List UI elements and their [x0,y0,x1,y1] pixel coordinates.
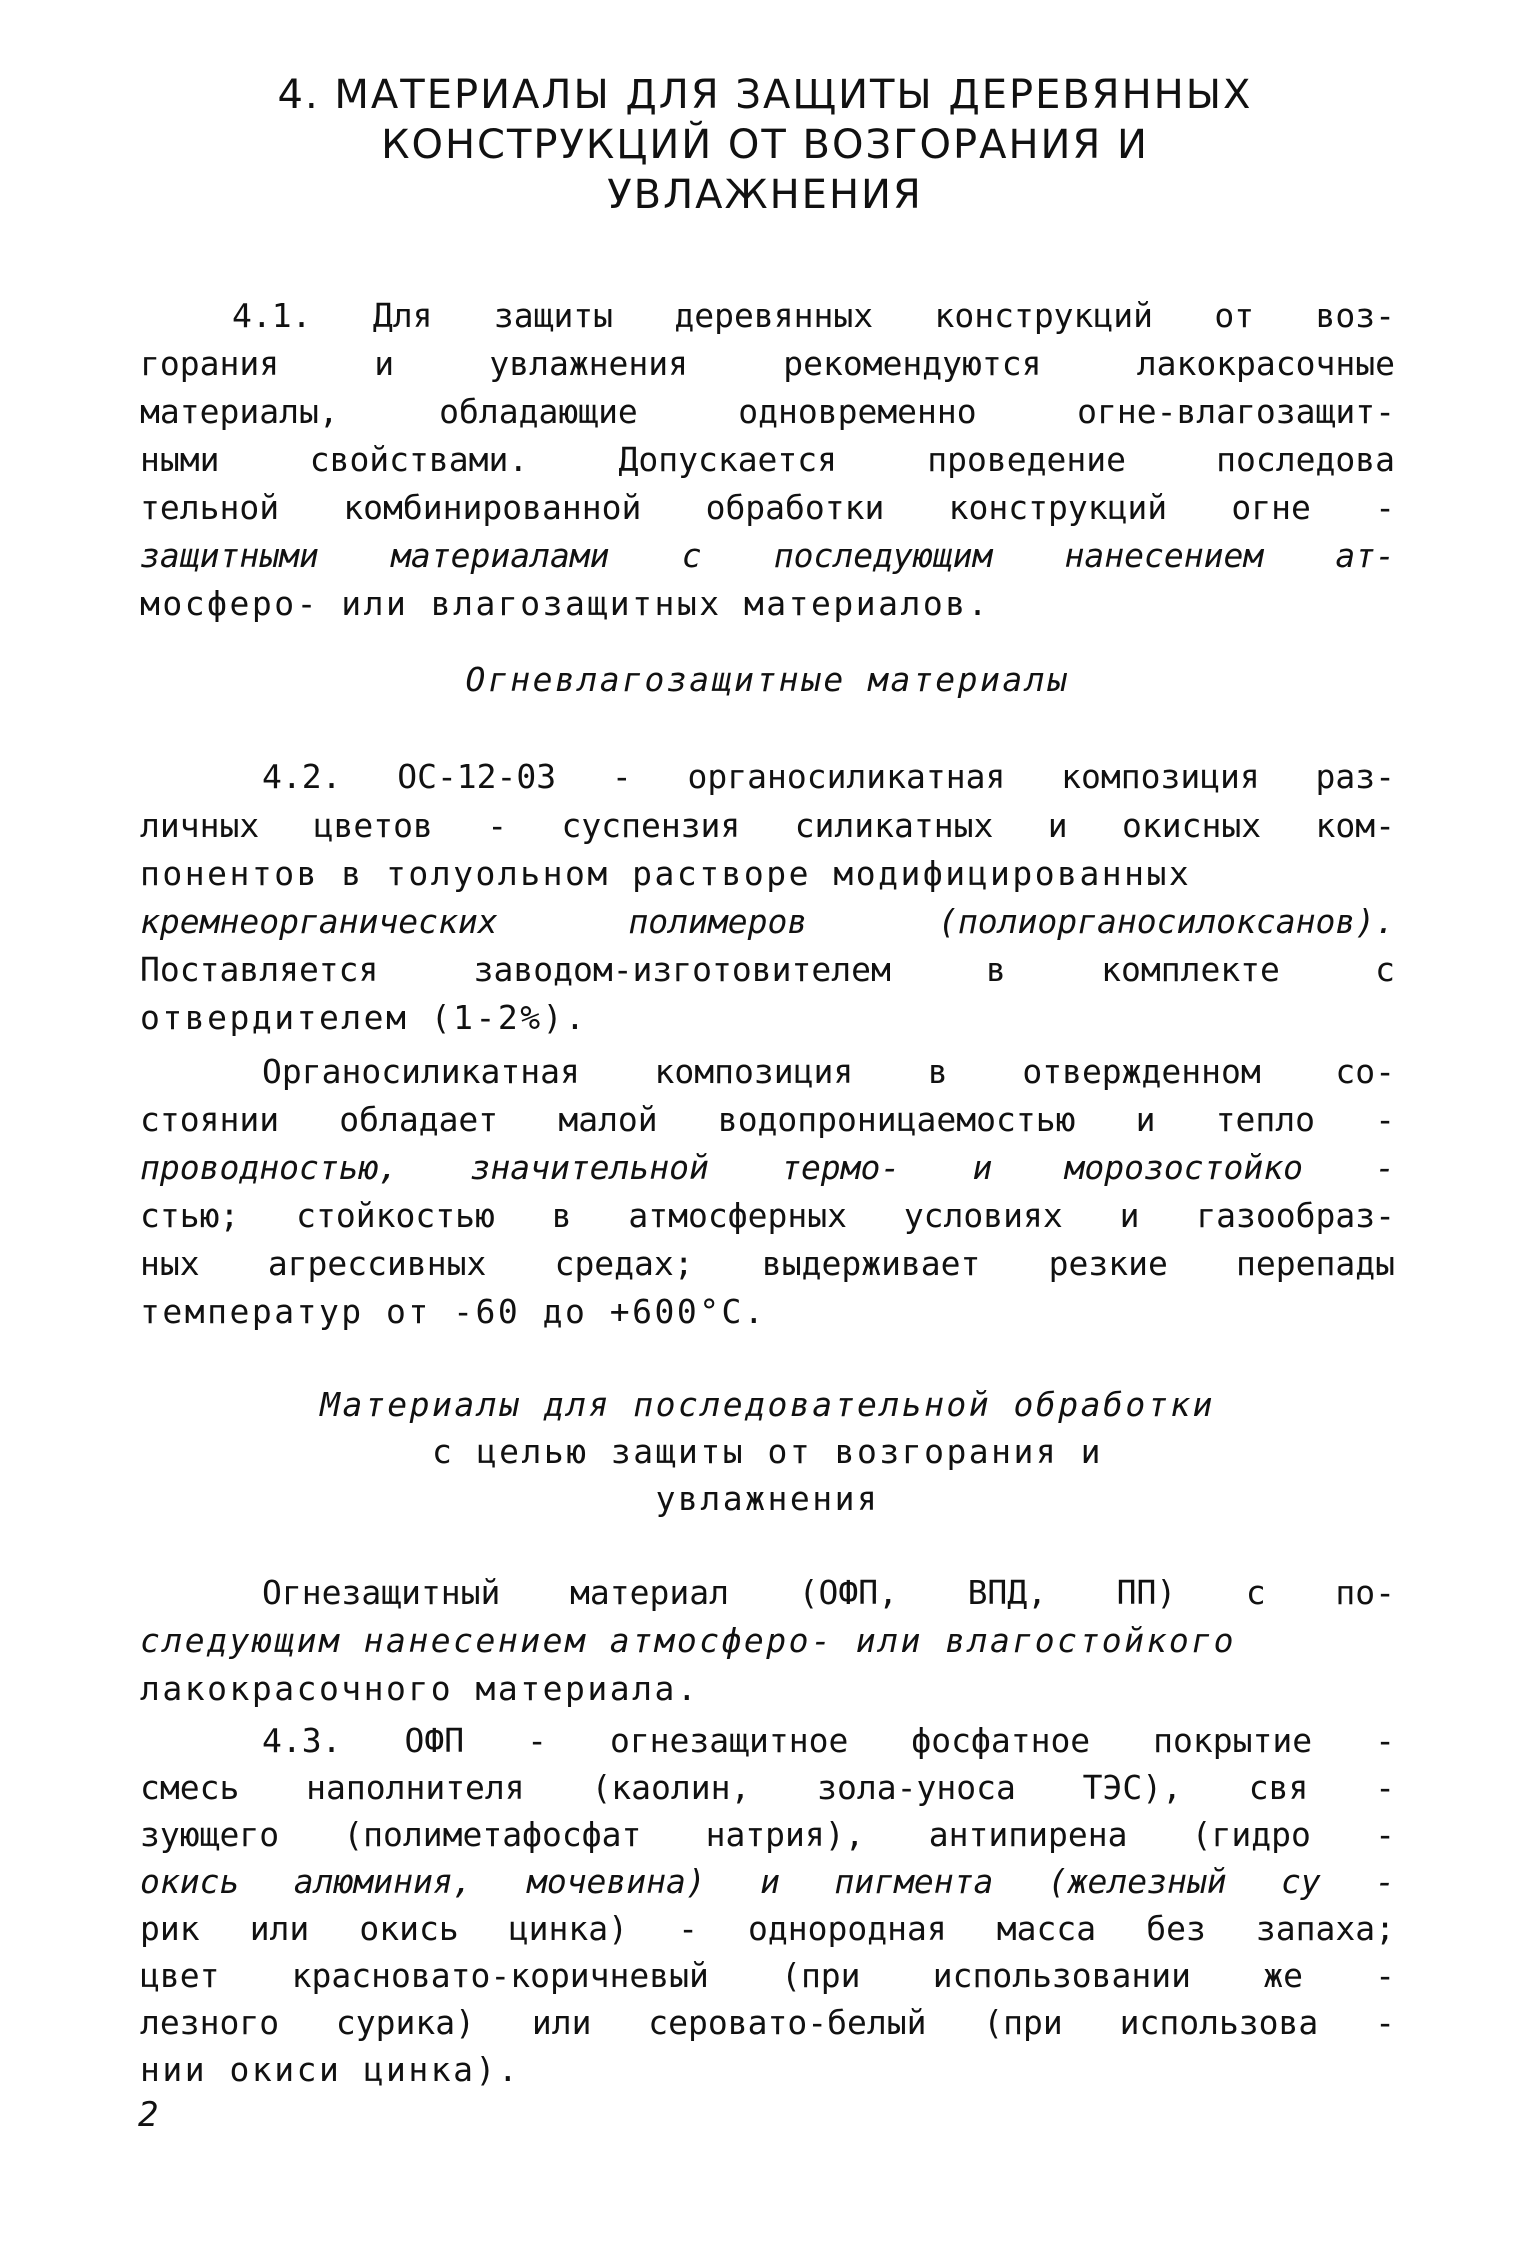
text-line: отвердителем (1-2%). [140,998,588,1037]
text-line: Поставляется заводом-изготовителем в комплекте с [140,950,1395,989]
text-line: 4.1. Для защиты деревянных конструкций от воз- [232,296,1395,335]
text-line: температур от -60 до +600°С. [140,1292,767,1331]
text-line: проводностью, значительной термо- и морозостойко - [140,1148,1395,1187]
subheading-line: увлажнения [655,1479,880,1518]
text-line: окись алюминия, мочевина) и пигмента (железный су - [140,1862,1395,1901]
section-title-line-2: КОНСТРУКЦИЙ ОТ ВОЗГОРАНИЯ И [381,122,1149,168]
text-line: 4.2. ОС-12-03 - органосиликатная композиция раз- [262,757,1395,796]
text-line: рик или окись цинка) - однородная масса без запаха; [140,1909,1395,1948]
text-line: мосферо- или влагозащитных материалов. [140,584,990,623]
text-line: кремнеорганических полимеров (полиорганосилоксанов). [140,902,1395,941]
text-line: Огнезащитный материал (ОФП, ВПД, ПП) с по- [262,1573,1395,1612]
text-line: смесь наполнителя (каолин, зола-уноса ТЭС), свя - [140,1768,1395,1807]
subheading-line: Материалы для последовательной обработки [320,1385,1215,1424]
text-line: защитными материалами с последующим нанесением ат- [140,536,1395,575]
text-line: следующим нанесением атмосферо- или влагостойкого [140,1621,1237,1660]
text-line: материалы, обладающие одновременно огне-влагозащит- [140,392,1395,431]
page-number: 2 [138,2095,159,2135]
text-line: стью; стойкостью в атмосферных условиях и газообраз- [140,1196,1395,1235]
text-line: цвет красновато-коричневый (при использовании же - [140,1956,1395,1995]
section-title-line-3: УВЛАЖНЕНИЯ [607,172,923,218]
text-line: горания и увлажнения рекомендуются лакокрасочные [140,344,1395,383]
text-line: ными свойствами. Допускается проведение последова [140,440,1395,479]
section-title-line-1: 4. МАТЕРИАЛЫ ДЛЯ ЗАЩИТЫ ДЕРЕВЯННЫХ [277,72,1253,118]
text-line: ных агрессивных средах; выдерживает резкие перепады [140,1244,1395,1283]
subheading-line: с целью защиты от возгорания и [431,1432,1104,1471]
text-line: нии окиси цинка). [140,2050,521,2089]
subheading-fire-moisture-materials: Огневлагозащитные материалы [465,660,1070,699]
text-line: Органосиликатная композиция в отвержденном со- [262,1052,1395,1091]
text-line: зующего (полиметафосфат натрия), антипирена (гидро - [140,1815,1395,1854]
text-line: 4.3. ОФП - огнезащитное фосфатное покрытие - [262,1721,1395,1760]
text-line: лакокрасочного материала. [140,1669,700,1708]
text-line: лезного сурика) или серовато-белый (при использова - [140,2003,1395,2042]
text-line: тельной комбинированной обработки конструкций огне - [140,488,1395,527]
text-line: понентов в толуольном растворе модифицированных [140,854,1192,893]
text-line: стоянии обладает малой водопроницаемостью и тепло - [140,1100,1395,1139]
text-line: личных цветов - суспензия силикатных и окисных ком- [140,806,1395,845]
